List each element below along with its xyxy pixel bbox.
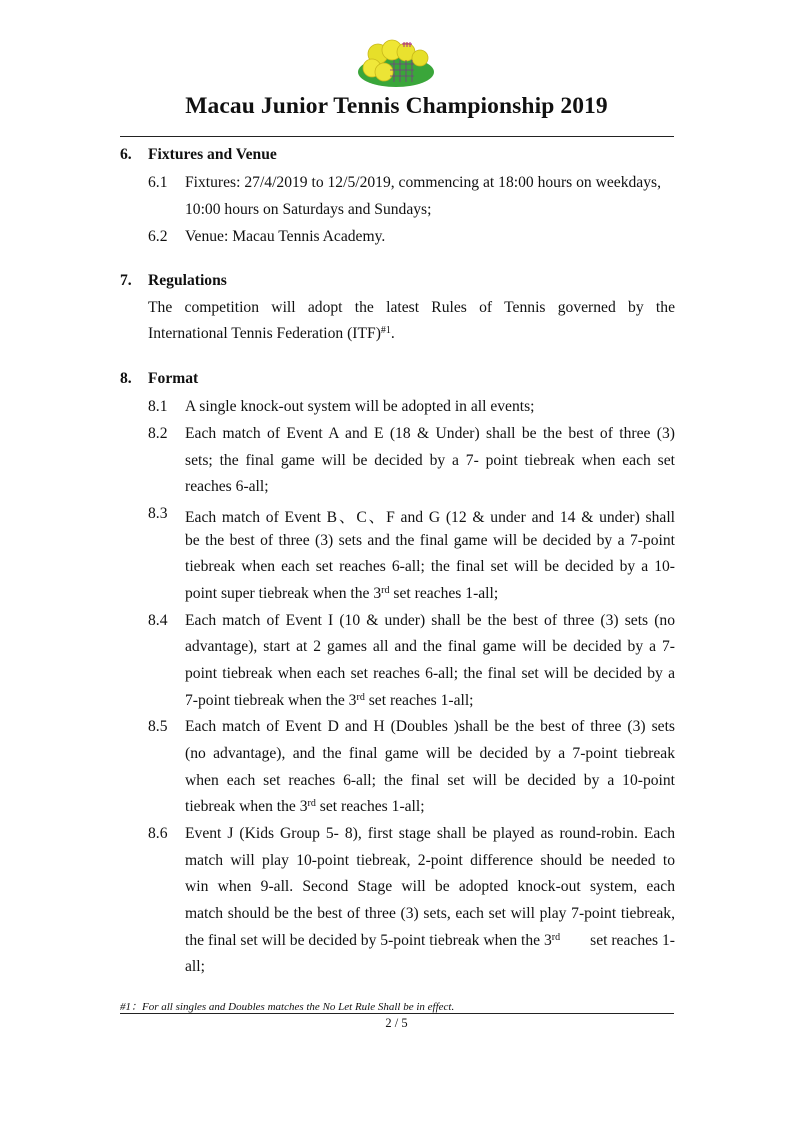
item-8-5-line-1: Each match of Event D and H (Doubles )shall be the best of three (3) sets (185, 718, 675, 735)
section-6-number: 6. (120, 146, 132, 163)
section-7-line-1: The competition will adopt the latest Rules of Tennis governed by the (148, 299, 675, 316)
footnote-ref: #1 (380, 325, 391, 336)
section-8-number: 8. (120, 370, 132, 387)
item-6-2-number: 6.2 (148, 228, 168, 245)
item-8-3-number: 8.3 (148, 505, 168, 522)
item-8-6-line-4: match should be the best of three (3) sets, each set will play 7-point tiebreak, (185, 905, 675, 922)
item-8-6-line-3: win when 9-all. Second Stage will be adopted knock-out system, each (185, 878, 675, 895)
item-8-4-line-2: advantage), start at 2 games all and the final game will be decided by a 7- (185, 638, 675, 655)
item-8-5-line-3: when each set reaches 6-all; the final set will be decided by a 10-point (185, 772, 675, 789)
section-7-title: Regulations (148, 272, 227, 289)
item-8-5-line-2: (no advantage), and the final game will be decided by a 7-point tiebreak (185, 745, 675, 762)
page-number: 2 / 5 (385, 1016, 408, 1030)
item-8-6-line-6: all; (185, 958, 205, 975)
item-6-1-number: 6.1 (148, 174, 168, 191)
item-8-2-line-2: sets; the final game will be decided by a 7- point tiebreak when each set (185, 452, 675, 469)
item-6-1-line-1: Fixtures: 27/4/2019 to 12/5/2019, commencing at 18:00 hours on weekdays, (185, 174, 661, 191)
footnote: #1：For all singles and Doubles matches the No Let Rule Shall be in effect. (120, 1001, 455, 1013)
section-7-line-2: International Tennis Federation (ITF)$^{\#1}$. (148, 325, 395, 342)
item-6-2-line-1: Venue: Macau Tennis Academy. (185, 228, 386, 245)
item-8-3-line-4: point super tiebreak when the 3rd set reaches 1-all; (185, 585, 499, 602)
item-6-1-line-2: 10:00 hours on Saturdays and Sundays; (185, 201, 432, 218)
item-8-1-line-1: A single knock-out system will be adopted in all events; (185, 398, 535, 415)
item-8-2-line-1: Each match of Event A and E (18 & Under) shall be the best of three (3) (185, 425, 675, 442)
footer-divider (120, 1013, 674, 1014)
item-8-6-line-1: Event J (Kids Group 5- 8), first stage shall be played as round-robin. Each (185, 825, 675, 842)
item-8-4-number: 8.4 (148, 612, 168, 629)
item-8-6-line-2: match will play 10-point tiebreak, 2-point difference should be needed to (185, 852, 675, 869)
item-8-2-line-3: reaches 6-all; (185, 478, 269, 495)
item-8-3-line-3: tiebreak when each set reaches 6-all; the final set will be decided by a 10- (185, 558, 675, 575)
item-8-5-number: 8.5 (148, 718, 168, 735)
item-8-4-line-1: Each match of Event I (10 & under) shall be the best of three (3) sets (no (185, 612, 675, 629)
item-8-3-line-1: Each match of Event B、C、F and G (12 & under and 14 & under) shall (185, 509, 675, 526)
association-logo (356, 38, 436, 88)
document-title: Macau Junior Tennis Championship 2019 (185, 93, 608, 119)
item-8-2-number: 8.2 (148, 425, 168, 442)
section-8-title: Format (148, 370, 199, 387)
item-8-6-number: 8.6 (148, 825, 168, 842)
item-8-5-line-4: tiebreak when the 3rd set reaches 1-all; (185, 798, 425, 815)
item-8-6-line-5: the final set will be decided by 5-point tiebreak when the 3rd set reaches 1- (185, 932, 675, 949)
header-divider (120, 136, 674, 137)
section-7-number: 7. (120, 272, 132, 289)
section-6-title: Fixtures and Venue (148, 146, 277, 163)
item-8-1-number: 8.1 (148, 398, 168, 415)
item-8-3-line-2: be the best of three (3) sets and the final game will be decided by a 7-point (185, 532, 675, 549)
item-8-4-line-4: 7-point tiebreak when the 3rd set reaches 1-all; (185, 692, 474, 709)
item-8-4-line-3: point tiebreak when each set reaches 6-all; the final set will be decided by a (185, 665, 675, 682)
